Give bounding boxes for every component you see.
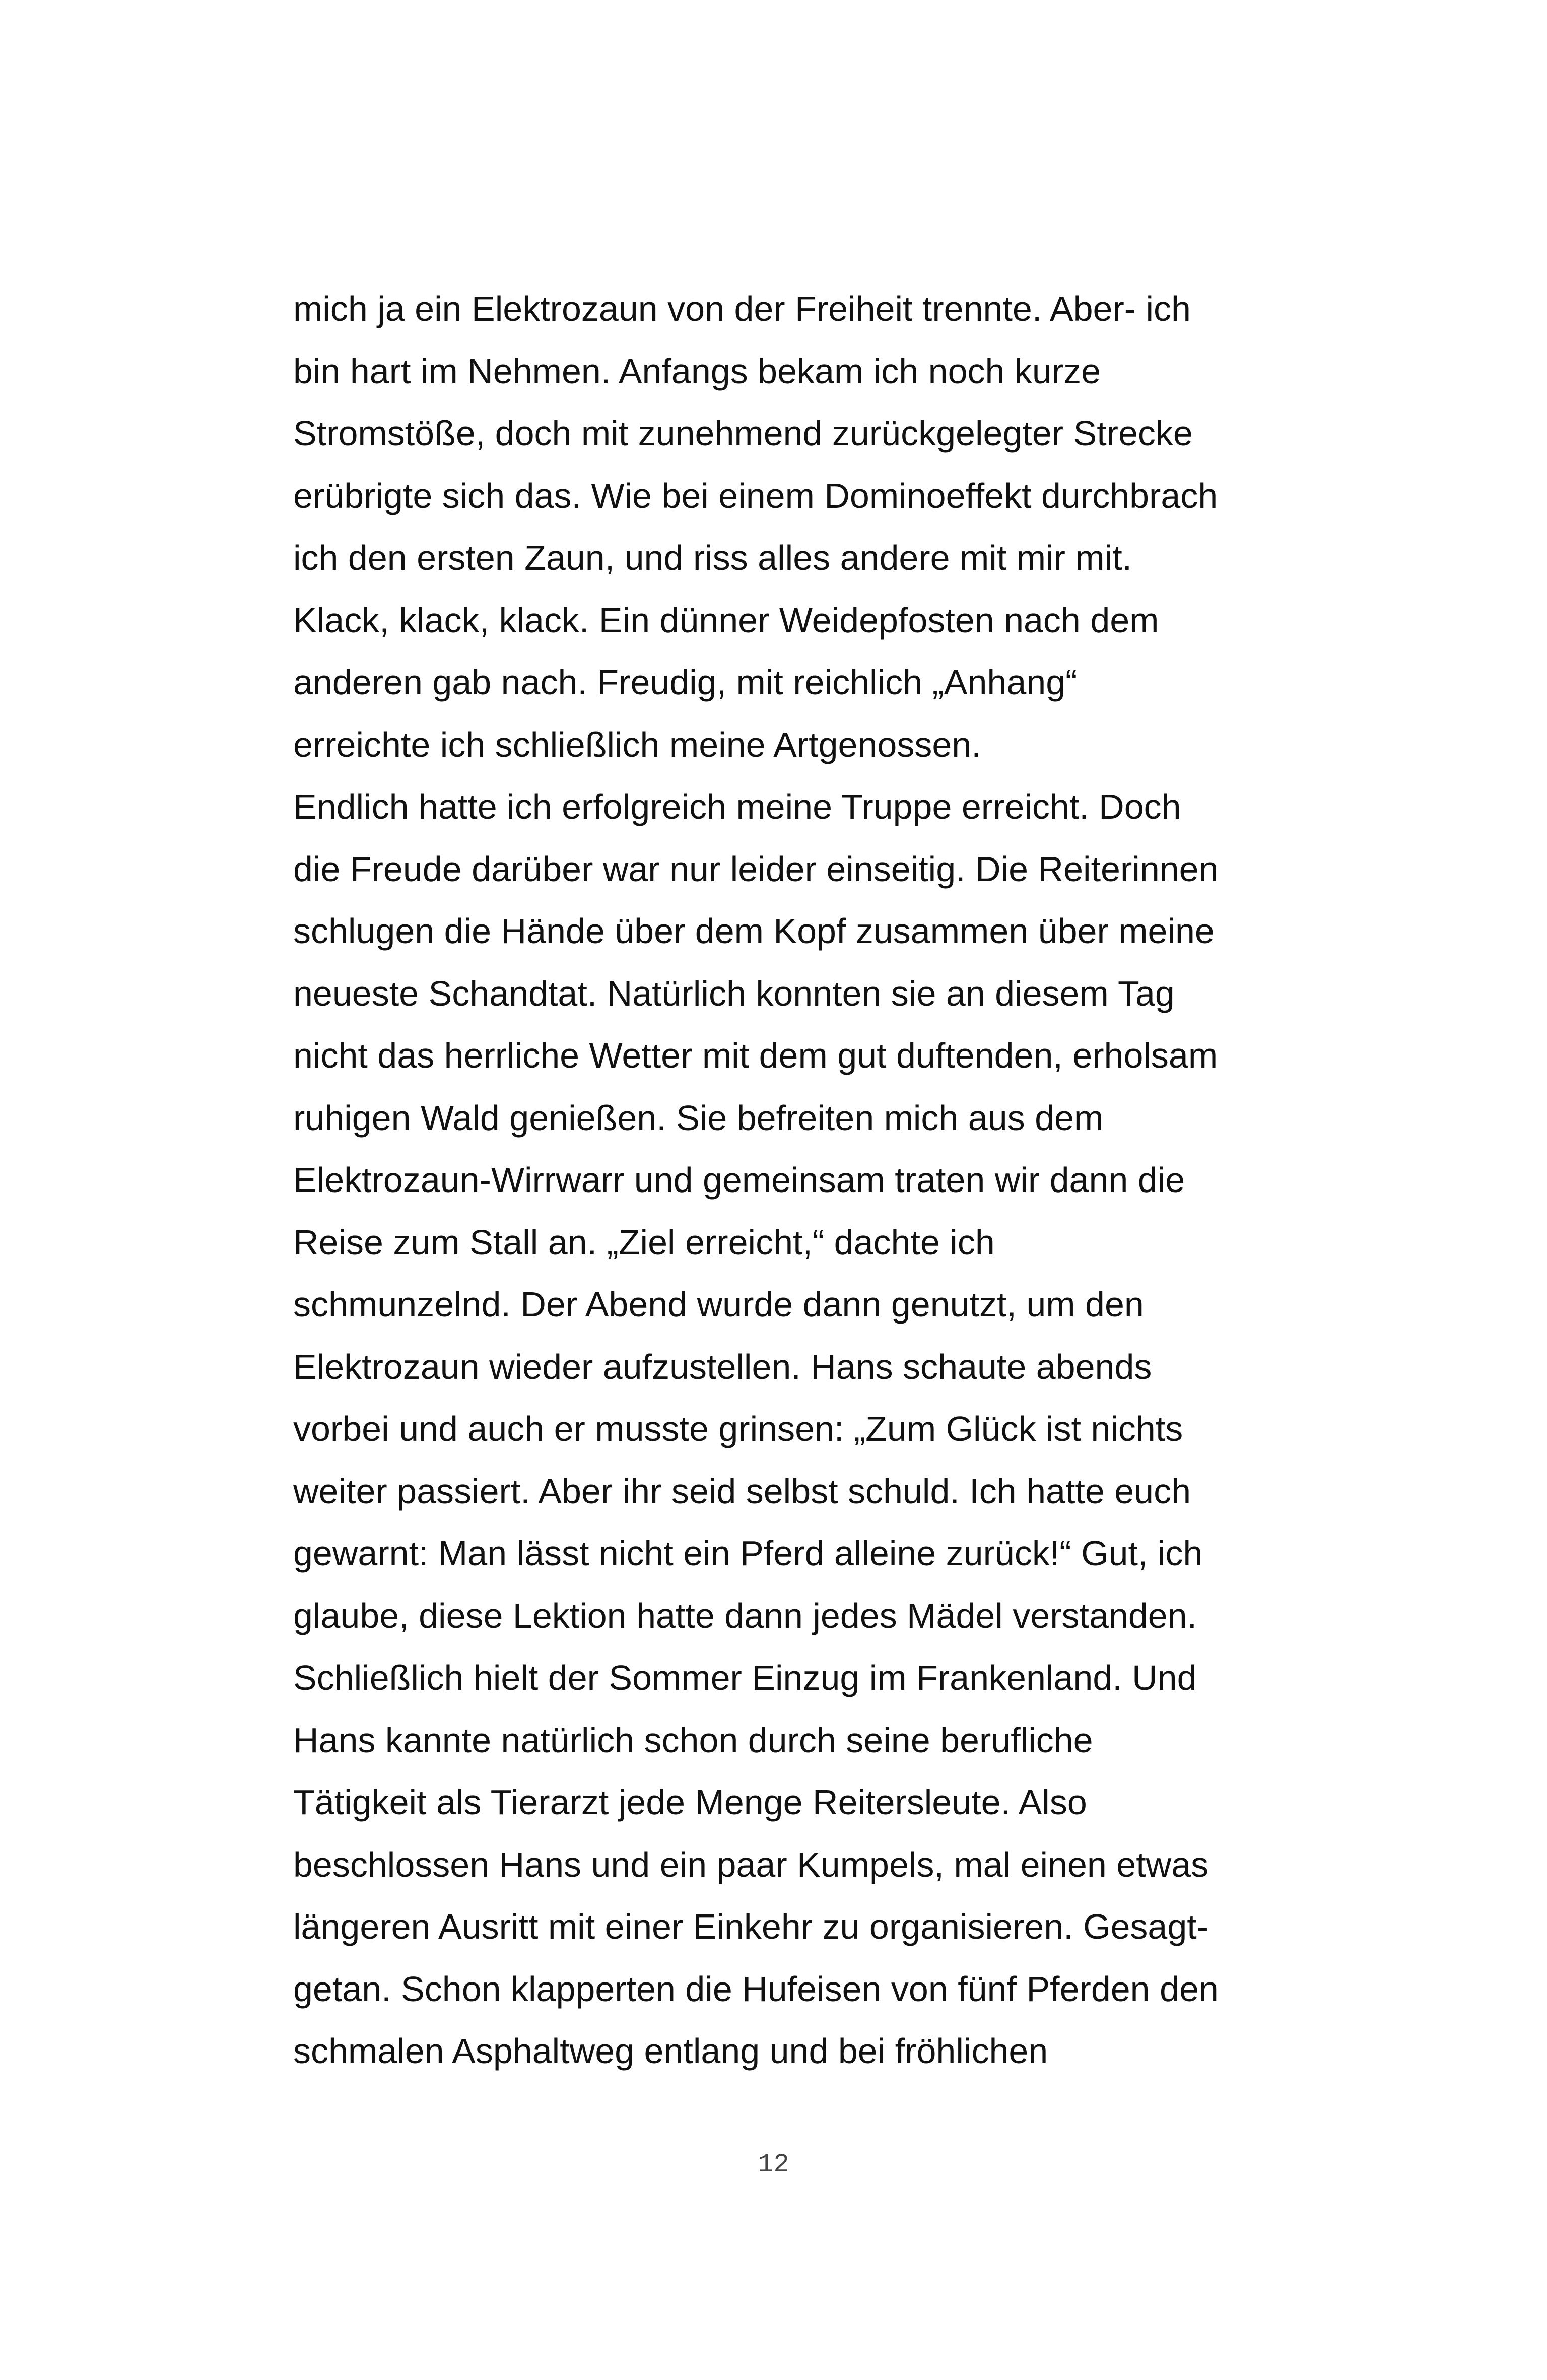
text-line: glaube, diese Lektion hatte dann jedes Mädel verstanden. [293,1596,1197,1635]
text-line: erreichte ich schließlich meine Artgenossen. [293,724,981,764]
text-line: Reise zum Stall an. „Ziel erreicht,“ dachte ich [293,1222,995,1262]
text-line: weiter passiert. Aber ihr seid selbst schuld. Ich hatte euch [293,1471,1191,1511]
text-line: anderen gab nach. Freudig, mit reichlich „Anhang“ [293,663,1078,702]
text-line: schmunzelnd. Der Abend wurde dann genutzt, um den [293,1285,1144,1324]
text-line: Elektrozaun wieder aufzustellen. Hans schaute abends [293,1347,1152,1386]
text-line: die Freude darüber war nur leider einseitig. Die Reiterinnen [293,849,1219,889]
text-line: ich den ersten Zaun, und riss alles andere mit mir mit. [293,538,1132,577]
text-line: gewarnt: Man lässt nicht ein Pferd alleine zurück!“ Gut, ich [293,1534,1203,1573]
text-line: mich ja ein Elektrozaun von der Freiheit trennte. Aber- ich [293,289,1191,328]
text-line: erübrigte sich das. Wie bei einem Dominoeffekt durchbrach [293,476,1218,515]
text-line: nicht das herrliche Wetter mit dem gut duftenden, erholsam [293,1036,1218,1075]
text-line: vorbei und auch er musste grinsen: „Zum Glück ist nichts [293,1409,1183,1448]
text-line: Schließlich hielt der Sommer Einzug im Frankenland. Und [293,1658,1197,1697]
text-line: Klack, klack, klack. Ein dünner Weidepfosten nach dem [293,600,1159,640]
body-text [293,278,1301,2083]
page-number: 12 [758,2150,789,2179]
text-line: neueste Schandtat. Natürlich konnten sie an diesem Tag [293,973,1175,1013]
text-line: längeren Ausritt mit einer Einkehr zu organisieren. Gesagt- [293,1907,1209,1946]
text-line: ruhigen Wald genießen. Sie befreiten mich aus dem [293,1098,1104,1138]
text-line: Elektrozaun-Wirrwarr und gemeinsam traten wir dann die [293,1160,1185,1200]
text-line: schmalen Asphaltweg entlang und bei fröhlichen [293,2031,1048,2071]
text-line: beschlossen Hans und ein paar Kumpels, mal einen etwas [293,1844,1209,1884]
text-line: getan. Schon klapperten die Hufeisen von fünf Pferden den [293,1969,1219,2009]
text-line: bin hart im Nehmen. Anfangs bekam ich noch kurze [293,351,1101,391]
text-line: Hans kannte natürlich schon durch seine berufliche [293,1720,1093,1760]
text-line: Endlich hatte ich erfolgreich meine Truppe erreicht. Doch [293,787,1181,826]
text-line: Tätigkeit als Tierarzt jede Menge Reitersleute. Also [293,1782,1087,1822]
text-line: Stromstöße, doch mit zunehmend zurückgelegter Strecke [293,414,1193,453]
text-line: schlugen die Hände über dem Kopf zusammen über meine [293,911,1215,951]
